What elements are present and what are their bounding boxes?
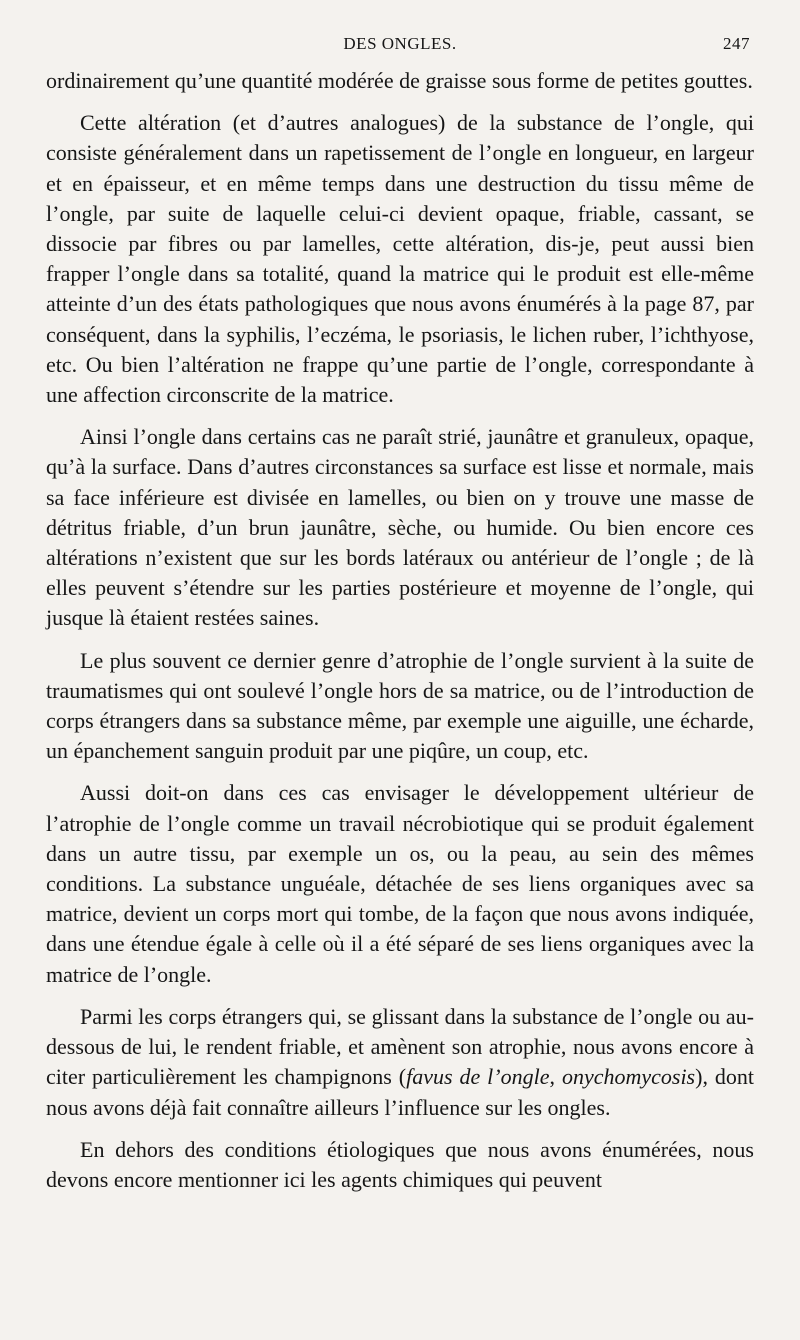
page-number: 247: [723, 34, 750, 53]
paragraph-chemical-agents: En dehors des conditions étiologiques que nous avons énumérées, nous devons encore mentionner ici les agents chimiques qui peuvent: [46, 1136, 754, 1192]
foreign-bodies-text-2: ), dont nous avons déjà fait connaître ailleurs l’influence sur les ongles.: [46, 1064, 755, 1120]
paragraph-foreign-bodies: [46, 1002, 754, 1123]
paragraph-alteration: Cette altération (et d’autres analogues) de la substance de l’ongle, qui consiste généralement dans un rapetissement de l’ongle en longueur, en largeur et en épaisseur, et en même temps dans une destruction du tissu même de l’ongle, par suite de laquelle celui-ci devient opaque, friable, cassant, se dissocie par fibres ou par lamelles, cette altération, dis-je, peut aussi bien frapper l’ongle dans sa totalité, quand la matrice qui le produit est elle-même atteinte d’un des états pathologiques que nous avons énumérés à la page 87, par conséquent, dans la syphilis, l’eczéma, le psoriasis, le lichen ruber, l’ichthyose, etc. Ou bien l’altération ne frappe qu’une partie de l’ongle, correspondante à une affection circonscrite de la matrice.: [46, 110, 754, 408]
paragraph-continued: ordinairement qu’une quantité modérée de graisse sous forme de petites gouttes.: [46, 68, 753, 93]
onychomycosis-term: onychomycosis: [561, 1064, 696, 1090]
running-title: DES ONGLES.: [343, 34, 457, 53]
favus-term: favus de l’ongle: [406, 1064, 550, 1090]
foreign-bodies-text-1: Parmi les corps étrangers qui, se glissant dans la substance de l’ongle ou au-dessous de lui, le rendent friable, et amènent son atrophie, nous avons encore à citer particulièrement les champignons (: [46, 1003, 754, 1090]
paragraph-traumatism: Le plus souvent ce dernier genre d’atrophie de l’ongle survient à la suite de traumatismes qui ont soulevé l’ongle hors de sa matrice, ou de l’introduction de corps étrangers dans sa substance même, par exemple une aiguille, une écharde, un épanchement sanguin produit par une piqûre, un coup, etc.: [46, 647, 754, 764]
foreign-bodies-separator: ,: [549, 1064, 562, 1090]
running-head: [46, 30, 754, 56]
paragraph-necrobiotic: Aussi doit-on dans ces cas envisager le développement ultérieur de l’atrophie de l’ongle comme un travail nécrobiotique qui se produit également dans un autre tissu, par exemple un os, ou la peau, au sein des mêmes conditions. La substance unguéale, détachée de ses liens organiques avec sa matrice, devient un corps mort qui tombe, de la façon que nous avons indiquée, dans une étendue égale à celle où il a été séparé de ses liens organiques avec la matrice de l’ongle.: [46, 780, 754, 987]
paragraph-striated: Ainsi l’ongle dans certains cas ne paraît strié, jaunâtre et granuleux, opaque, qu’à la surface. Dans d’autres circonstances sa surface est lisse et normale, mais sa face inférieure est divisée en lamelles, ou bien on y trouve une masse de détritus friable, d’un brun jaunâtre, sèche, ou humide. Ou bien encore ces altérations n’existent que sur les bords latéraux ou antérieur de l’ongle ; de là elles peuvent s’étendre sur les parties postérieure et moyenne de l’ongle, qui jusque là étaient restées saines.: [46, 424, 754, 631]
body-text: [46, 66, 754, 1195]
